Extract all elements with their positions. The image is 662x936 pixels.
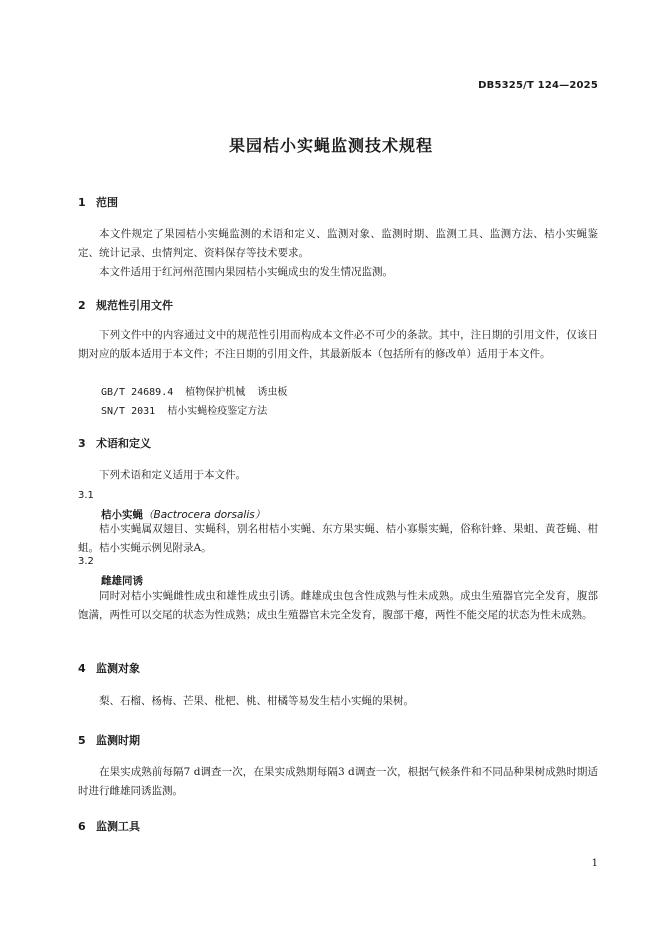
section-1-title: 范围 <box>96 196 118 209</box>
section-3-heading <box>78 435 151 451</box>
term-3-1-name: 桔小实蝇 <box>101 509 143 521</box>
section-3-title: 术语和定义 <box>96 437 151 450</box>
section-6-number: 6 <box>78 820 86 833</box>
document-title: 果园桔小实蝇监测技术规程 <box>228 136 433 155</box>
section-6-heading <box>78 818 140 834</box>
section-2-title: 规范性引用文件 <box>96 299 173 312</box>
term-3-2-name: 雌雄同诱 <box>101 575 143 587</box>
section-2-paragraph-1: 下列文件中的内容通过文中的规范性引用而构成本文件必不可少的条款。其中，注日期的引用文件，仅该日期对应的版本适用于本文件；不注日期的引用文件，其最新版本（包括所有的修改单）适用于本文件。 <box>78 329 598 360</box>
section-4-paragraph-1: 梨、石榴、杨梅、芒果、枇杷、桃、柑橘等易发生桔小实蝇的果树。 <box>99 695 414 707</box>
reference-item: GB/T 24689.4 植物保护机械 诱虫板 <box>101 387 288 398</box>
term-3-2-definition: 同时对桔小实蝇雌性成虫和雄性成虫引诱。雌雄成虫包含性成熟与性未成熟。成虫生殖器官完全发育，腹部饱满，两性可以交尾的状态为性成熟；成虫生殖器官未完全发育，腹部干瘪，两性不能交尾的状态为性未成熟。 <box>78 590 598 621</box>
section-4-number: 4 <box>78 662 86 675</box>
section-1-number: 1 <box>78 196 86 209</box>
term-3-1-definition: 桔小实蝇属双翅目、实蝇科，别名柑桔小实蝇、东方果实蝇、桔小寡鬃实蝇，俗称针蜂、果蛆、黄苍蝇、柑蛆。桔小实蝇示例见附录A。 <box>78 523 598 554</box>
clause-3-1-number: 3.1 <box>78 490 94 501</box>
section-3-paragraph-1: 下列术语和定义适用于本文件。 <box>99 469 246 481</box>
reference-item: SN/T 2031 桔小实蝇检疫鉴定方法 <box>101 406 268 417</box>
clause-3-2-number: 3.2 <box>78 556 94 567</box>
section-5-heading <box>78 732 140 748</box>
section-2-heading <box>78 297 173 313</box>
section-5-paragraph-1: 在果实成熟前每隔7 d调查一次，在果实成熟期每隔3 d调查一次，根据气候条件和不同品种果树成熟时期适时进行雌雄同诱监测。 <box>78 766 598 797</box>
section-3-number: 3 <box>78 437 86 450</box>
section-1-paragraph-1: 本文件规定了果园桔小实蝇监测的术语和定义、监测对象、监测时期、监测工具、监测方法、桔小实蝇鉴定、统计记录、虫情判定、资料保存等技术要求。 <box>78 228 598 259</box>
standard-code: DB5325/T 124—2025 <box>478 80 598 91</box>
term-3-1-latin: （Bactrocera dorsalis） <box>143 509 266 521</box>
section-5-number: 5 <box>78 734 86 747</box>
term-3-2 <box>101 573 143 588</box>
section-1-heading <box>78 194 118 210</box>
section-2-number: 2 <box>78 299 86 312</box>
page-number: 1 <box>591 858 598 869</box>
section-4-title: 监测对象 <box>96 662 140 675</box>
section-4-heading <box>78 660 140 676</box>
section-5-title: 监测时期 <box>96 734 140 747</box>
section-6-title: 监测工具 <box>96 820 140 833</box>
section-1-paragraph-2: 本文件适用于红河州范围内果园桔小实蝇成虫的发生情况监测。 <box>99 266 393 278</box>
